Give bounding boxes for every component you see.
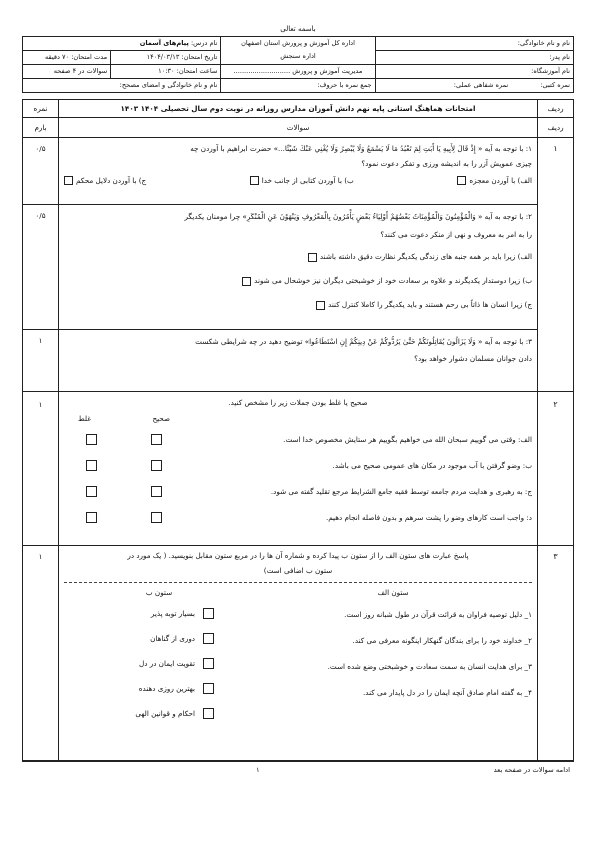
checkbox-icon[interactable] [64,176,73,185]
q1c-line1: ۳: با توجه به آیه « وَلَا يَزَالُونَ يُقَاتِلُونَكُمْ حَتَّىٰ يَرُدُّوكُمْ عَنْ دِينِكُمْ إِنِ اسْتَطَاعُوا» توضیح دهید در چه شرایطی شکست [195,337,532,346]
q3-col-b-item[interactable] [64,626,254,651]
q2-instruction: صحیح یا غلط بودن جملات زیر را مشخص کنید. [228,398,368,407]
q1a-line1: ۱: با توجه به آیه « إِذْ قَالَ لِأَبِيهِ يَا أَبَتِ لِمَ تَعْبُدُ مَا لَا يَسْمَعُ وَلَا يُبْصِرُ وَلَا يُغْنِي عَنْكَ شَيْئًا...» حضرت ابراهیم با آوردن چه [190,144,532,153]
q3-col-b-label-text: بسیار توبه پذیر [150,609,195,618]
q1b-score: ۰/۵ [23,205,59,330]
q1b-line2: را به امر به معروف و نهی از منکر دعوت می کنند؟ [380,230,532,239]
bismillah: باسمه تعالی [280,25,316,33]
student-name-cell[interactable]: نام و نام خانوادگی: [375,37,573,51]
q1b-option-c[interactable] [64,296,532,314]
q1b-option-c-label: ج) زیرا انسان ها ذاتاً بی رحم هستند و باید یکدیگر را کاملا کنترل کنند [328,300,532,309]
score-words-cell[interactable]: جمع نمره با حروف: [221,79,375,93]
q3-col-b-item[interactable] [64,651,254,676]
q3-col-b-label-text: دوری از گناهان [150,634,195,643]
exam-duration: مدت امتحان: ۷۰ دقیقه [23,51,111,65]
q1a-score: ۰/۵ [23,138,59,205]
q2-item-b [64,452,532,478]
q3-col-b-label-text: تقویت ایمان در دل [139,659,195,668]
false-checkbox-icon[interactable] [86,512,97,523]
q2-item-a [64,426,532,452]
score-oral-label: نمره شفاهی عملی: [453,81,509,89]
answer-box-icon[interactable] [203,658,214,669]
q2-item-a-text: الف: وقتی می گوییم سبحان الله می خواهیم بگوییم هر ستایش مخصوص خدا است. [283,434,532,444]
page-number: ۱ [256,766,260,774]
q1b-question [59,205,538,330]
q3-question [59,546,538,761]
checkbox-icon[interactable] [457,176,466,185]
school-name-cell[interactable]: نام آموزشگاه: [375,65,573,79]
continue-note: ادامه سوالات در صفحه بعد [493,766,570,774]
lesson-label: نام درس: [190,39,218,47]
exam-date: تاریخ امتحان: ۱۴۰۴/۰۳/۱۳ [111,51,221,65]
q1a-question [59,138,538,205]
q3-matching [64,585,532,726]
q2-tf-header [64,410,532,426]
q2-item-a-boxes [64,434,184,445]
lesson-name: پیام‌های آسمان [139,39,189,47]
answer-box-icon[interactable] [203,633,214,644]
true-checkbox-icon[interactable] [151,512,162,523]
q1b-line1: ۲: با توجه به آیه « وَالْمُؤْمِنُونَ وَالْمُؤْمِنَاتُ بَعْضُهُمْ أَوْلِيَاءُ بَعْضٍ يَأْمُرُونَ بِالْمَعْرُوفِ وَيَنْهَوْنَ عَنِ الْمُنْكَرِ» چرا مومنان یکدیگر [184,212,532,221]
q1b-option-a[interactable] [64,248,532,266]
q3-col-a-label: ستون الف [377,588,409,597]
score-cell[interactable] [375,79,573,93]
q2-question [59,392,538,546]
score-written-label: نمره کتبی: [540,81,570,89]
q1a-option-a[interactable] [457,173,532,188]
q1b-option-a-label: الف) زیرا باید بر همه جنبه های زندگی یکدیگر نظارت دقیق داشته باشند [319,252,532,261]
checkbox-icon[interactable] [316,301,325,310]
col-row-header: ردیف [538,118,574,138]
q1a-option-a-label: الف) با آوردن معجزه [469,176,532,185]
answer-box-icon[interactable] [203,708,214,719]
checkbox-icon[interactable] [242,277,251,286]
q1b-option-b[interactable] [64,272,532,290]
false-checkbox-icon[interactable] [86,460,97,471]
q3-instruction-line1: پاسخ عبارت های ستون الف را از ستون ب پیدا کرده و شماره آن ها را در مربع ستون مقابل بنویسید. ( یک مورد در [127,551,469,560]
q1b-option-b-label: ب) زیرا دوستدار یکدیگرند و علاوه بر سعادت خود از خوشبختی دیگران نیز خوشحال می شوند [254,276,532,285]
q2-tf-labels [64,411,184,426]
q3-col-a-item: ۱_ دلیل توصیه فراوان به قرائت قرآن در طول شبانه روز است. [344,609,532,619]
q1a-line2: چیزی عمویش آزر را به اندیشه ورزی و تفکر دعوت نمود؟ [361,159,532,168]
q2-item-d-boxes [64,512,184,523]
checkbox-icon[interactable] [250,176,259,185]
title-row-label: ردیف [538,100,574,118]
title-score-label: نمره [23,100,59,118]
col-score-header: بارم [23,118,59,138]
lesson-cell [23,37,221,51]
q2-item-b-boxes [64,460,184,471]
q1c-score: ۱ [23,330,59,392]
father-name-cell[interactable]: نام پدر: [375,51,573,65]
q3-column-b [64,585,254,726]
dept-line-1: اداره کل آموزش و پرورش استان اصفهان [241,39,355,47]
q3-col-a-item: ۲_ خداوند خود را برای بندگان گنهکار اینگونه معرفی می کند. [352,635,532,645]
exam-time: ساعت امتحان: ۱۰:۳۰ [111,65,221,79]
q1a-option-b-label: ب) با آوردن کتابی از جانب خدا [261,176,354,185]
false-label: غلط [78,413,91,423]
q2-row-number: ۲ [538,392,574,546]
exam-header-table [22,36,574,93]
page-footer [22,761,574,778]
q1a-option-b[interactable] [250,173,354,188]
q2-item-d [64,504,532,530]
false-checkbox-icon[interactable] [86,434,97,445]
q2-item-b-text: ب: وضو گرفتن با آب موجود در مکان های عمومی صحیح می باشد. [332,460,532,470]
false-checkbox-icon[interactable] [86,486,97,497]
q3-col-b-label-text: احکام و قوانین الهی [135,709,195,718]
teacher-signature-cell[interactable]: نام و نام خانوادگی و امضای مصحح: [23,79,221,93]
dept-line-3: مدیریت آموزش و پرورش ........................... [221,65,375,79]
answer-box-icon[interactable] [203,683,214,694]
q3-col-a-item: ۴_ به گفته امام صادق آنچه ایمان را در دل پایدار می کند. [363,687,532,697]
q3-col-b-label-text: بهترین روزی دهنده [138,684,195,693]
q2-item-c [64,478,532,504]
q3-col-b-item[interactable] [64,676,254,701]
q1c-question [59,330,538,392]
q3-score: ۱ [23,546,59,761]
checkbox-icon[interactable] [308,253,317,262]
true-checkbox-icon[interactable] [151,460,162,471]
q1a-option-c[interactable] [64,173,146,188]
exam-page [22,22,574,778]
true-checkbox-icon[interactable] [151,486,162,497]
questions-table [22,99,574,761]
q3-instruction-line2: ستون ب اضافی است) [263,566,333,575]
exam-pages: سوالات در ۴ صفحه [23,65,111,79]
q3-col-a-item: ۳_ برای هدایت انسان به سمت سعادت و خوشبختی وضع شده است. [327,661,532,671]
q2-item-c-text: ج: به رهبری و هدایت مردم جامعه توسط فقیه جامع الشرایط مرجع تقلید گفته می شود. [270,486,532,496]
col-questions-header: سوالات [59,118,538,138]
q3-column-a [254,585,532,726]
exam-title: امتحانات هماهنگ استانی پایه نهم دانش آموزان مدارس روزانه در نوبت دوم سال تحصیلی ۱۴۰۴ ۱۴۰۳ [59,100,538,118]
true-checkbox-icon[interactable] [151,434,162,445]
dept-line-2: اداره سنجش [280,52,316,60]
q1-row-number: ۱ [538,138,574,392]
q2-item-d-text: د: واجب است کارهای وضو را پشت سرهم و بدون فاصله انجام دهیم. [325,512,532,522]
q3-col-b-item[interactable] [64,701,254,726]
q1a-options [64,171,532,190]
true-label: صحیح [152,413,170,423]
answer-box-icon[interactable] [203,608,214,619]
q3-col-b-label: ستون ب [145,588,173,597]
q3-col-b-item[interactable] [64,601,254,626]
q2-item-c-boxes [64,486,184,497]
q1c-line2: دادن جوانان مسلمان دشوار خواهد بود؟ [414,354,532,363]
q2-score: ۱ [23,392,59,546]
q3-row-number: ۳ [538,546,574,761]
department-cell [221,37,375,65]
q1a-option-c-label: ج) با آوردن دلایل محکم [76,176,147,185]
